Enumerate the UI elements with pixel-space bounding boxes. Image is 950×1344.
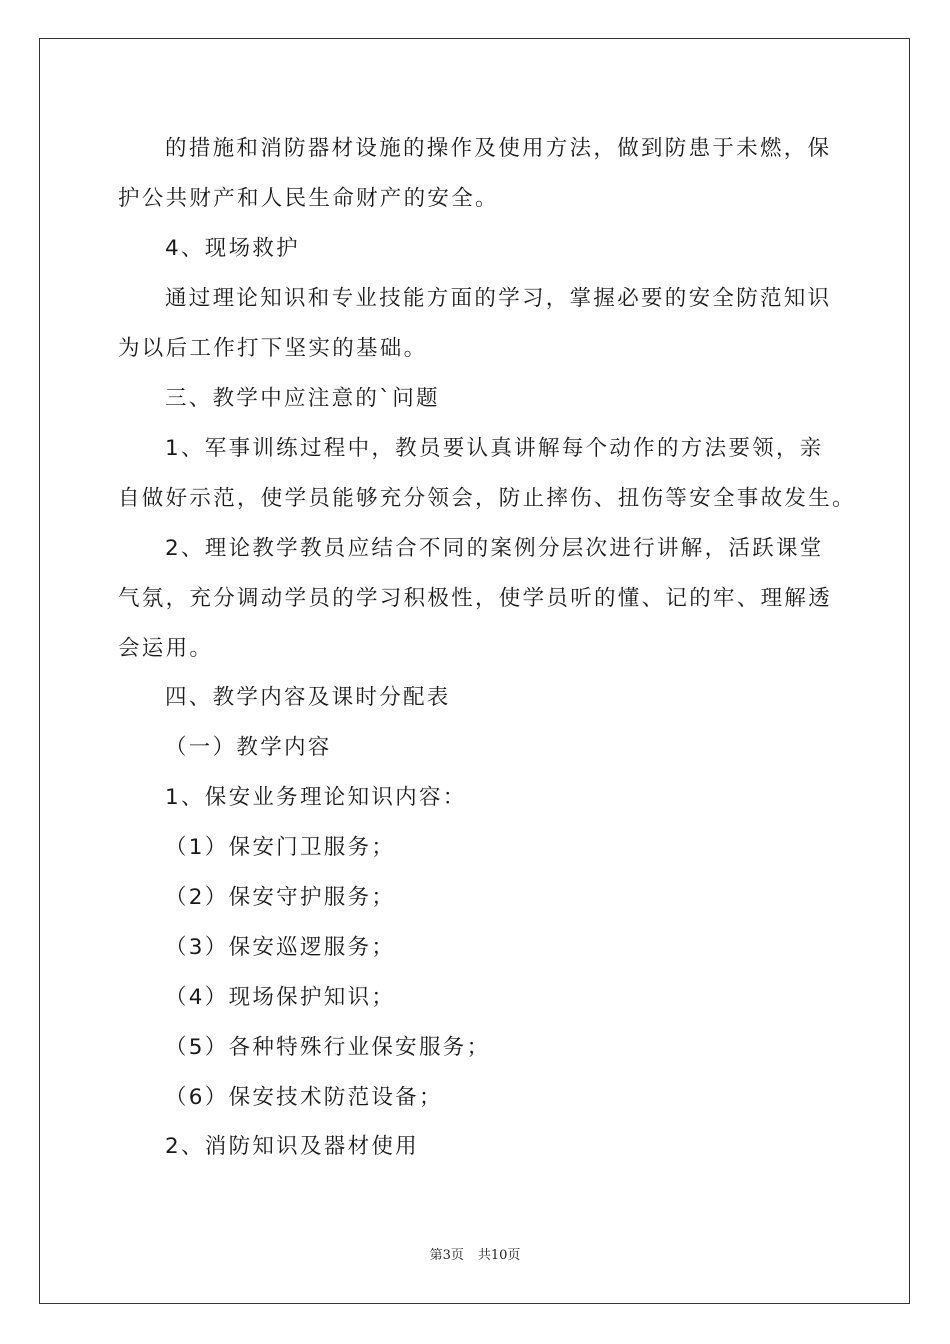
- section-heading: 三、教学中应注意的`问题: [165, 386, 440, 411]
- page-frame: [39, 38, 910, 1304]
- section-heading: 4、现场救护: [165, 236, 300, 261]
- paragraph-line: 2、理论教学教员应结合不同的案例分层次进行讲解，活跃课堂: [165, 536, 824, 561]
- subsection-heading: （一）教学内容: [165, 735, 332, 760]
- list-item: （4）现场保护知识；: [165, 985, 396, 1010]
- list-item: （5）各种特殊行业保安服务；: [165, 1035, 491, 1060]
- paragraph-line: 为以后工作打下坚实的基础。: [118, 336, 428, 361]
- paragraph-line: 会运用。: [118, 636, 214, 661]
- section-heading: 四、教学内容及课时分配表: [165, 685, 451, 710]
- paragraph-line: 通过理论知识和专业技能方面的学习，掌握必要的安全防范知识: [165, 286, 832, 311]
- list-item: （1）保安门卫服务；: [165, 835, 396, 860]
- page-total: 共10页: [477, 1248, 521, 1263]
- paragraph-line: 的措施和消防器材设施的操作及使用方法，做到防患于未燃，保: [165, 136, 832, 161]
- list-item: （6）保安技术防范设备；: [165, 1085, 443, 1110]
- paragraph-line: 1、军事训练过程中，教员要认真讲解每个动作的方法要领，亲: [165, 436, 824, 461]
- list-heading: 2、消防知识及器材使用: [165, 1134, 419, 1159]
- list-heading: 1、保安业务理论知识内容：: [165, 785, 467, 810]
- list-item: （2）保安守护服务；: [165, 885, 396, 910]
- paragraph-line: 气氛，充分调动学员的学习积极性，使学员听的懂、记的牢、理解透: [118, 586, 833, 611]
- page-number: 第3页: [429, 1248, 464, 1263]
- page-footer: [0, 1247, 950, 1265]
- paragraph-line: 护公共财产和人民生命财产的安全。: [118, 186, 499, 211]
- list-item: （3）保安巡逻服务；: [165, 935, 396, 960]
- paragraph-line: 自做好示范，使学员能够充分领会，防止摔伤、扭伤等安全事故发生。: [118, 486, 856, 511]
